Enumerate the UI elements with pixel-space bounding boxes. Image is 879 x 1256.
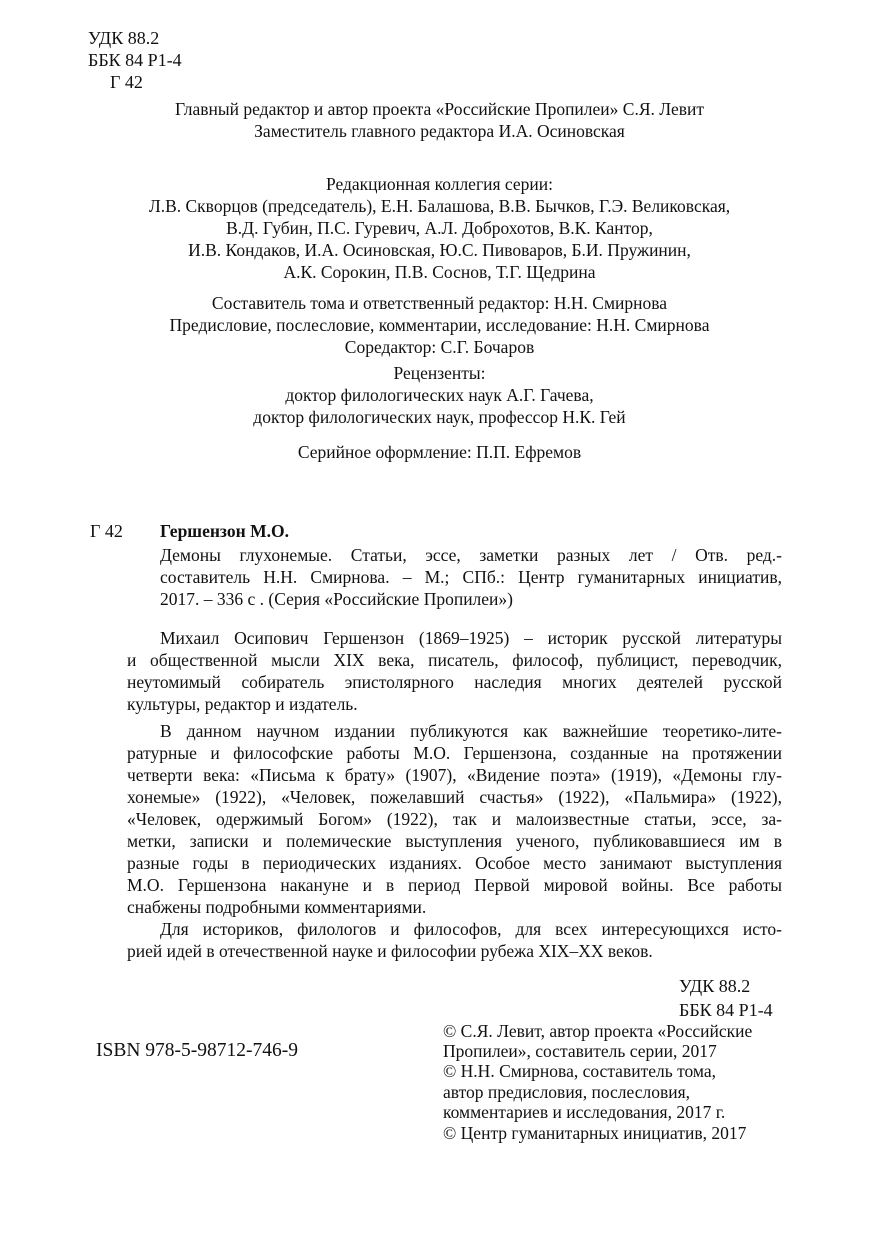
board-title: Редакционная коллегия серии: <box>325 174 554 194</box>
abstract-line: М.О. Гершензона накануне и в период Первой мировой войны. Все работы <box>127 875 782 895</box>
isbn: ISBN 978-5-98712-746-9 <box>96 1040 299 1061</box>
abstract-line: метки, записки и полемические выступления ученого, публиковавшиеся им в <box>127 831 782 851</box>
udk-code-top: УДК 88.2 <box>88 28 160 48</box>
abstract-line: Михаил Осипович Гершензон (1869–1925) – историк русской литературы <box>160 628 782 648</box>
abstract-line: четверти века: «Письма к брату» (1907), «Видение поэта» (1919), «Демоны глу- <box>127 765 782 785</box>
series-design: Серийное оформление: П.П. Ефремов <box>297 442 582 462</box>
copyright-line: комментариев и исследования, 2017 г. <box>443 1102 726 1122</box>
abstract-line: неутомимый собиратель эпистолярного наследия многих деятелей русской <box>127 672 782 692</box>
copyright-line: © Н.Н. Смирнова, составитель тома, <box>443 1061 717 1081</box>
copyright-line: автор предисловия, послесловия, <box>443 1082 691 1102</box>
copyright-line: © Центр гуманитарных инициатив, 2017 <box>443 1123 747 1143</box>
deputy-editor: Заместитель главного редактора И.А. Осиновская <box>254 121 625 141</box>
abstract-line: ратурные и философские работы М.О. Гершензона, созданные на протяжении <box>127 743 782 763</box>
biblio-author: Гершензон М.О. <box>160 521 289 541</box>
board-line: И.В. Кондаков, И.А. Осиновская, Ю.С. Пивоваров, Б.И. Пружинин, <box>188 240 691 260</box>
abstract-line: культуры, редактор и издатель. <box>127 694 358 714</box>
abstract-line: и общественной мысли XIX века, писатель, философ, публицист, переводчик, <box>127 650 782 670</box>
abstract-line: В данном научном издании публикуются как важнейшие теоретико-лите- <box>160 721 782 741</box>
reviewers-title: Рецензенты: <box>393 363 486 383</box>
board-line: А.К. Сорокин, П.В. Соснов, Т.Г. Щедрина <box>283 262 596 282</box>
udk-code-bottom: УДК 88.2 <box>679 976 751 996</box>
copyright-line: Пропилеи», составитель серии, 2017 <box>443 1041 717 1061</box>
author-mark: Г 42 <box>90 521 123 541</box>
abstract-line: разные годы в периодических изданиях. Особое место занимают выступления <box>127 853 782 873</box>
copyright-line: © С.Я. Левит, автор проекта «Российские <box>443 1021 753 1041</box>
preface-author: Предисловие, послесловие, комментарии, исследование: Н.Н. Смирнова <box>169 315 710 335</box>
editor-in-chief: Главный редактор и автор проекта «Российские Пропилеи» С.Я. Левит <box>174 99 705 119</box>
author-mark-top: Г 42 <box>110 72 143 92</box>
biblio-line: составитель Н.Н. Смирнова. – М.; СПб.: Центр гуманитарных инициатив, <box>160 567 782 587</box>
volume-compiler: Составитель тома и ответственный редактор: Н.Н. Смирнова <box>211 293 668 313</box>
co-editor: Соредактор: С.Г. Бочаров <box>344 337 535 357</box>
abstract-line: Для историков, филологов и философов, для всех интересующихся исто- <box>160 919 782 939</box>
biblio-line: Демоны глухонемые. Статьи, эссе, заметки разных лет / Отв. ред.- <box>160 545 782 565</box>
board-line: В.Д. Губин, П.С. Гуревич, А.Л. Доброхотов, В.К. Кантор, <box>226 218 653 238</box>
bbk-code-bottom: ББК 84 Р1-4 <box>679 1000 773 1020</box>
abstract-line: хонемые» (1922), «Человек, пожелавший счастья» (1922), «Пальмира» (1922), <box>127 787 782 807</box>
board-line: Л.В. Скворцов (председатель), Е.Н. Балашова, В.В. Бычков, Г.Э. Великовская, <box>148 196 731 216</box>
biblio-line: 2017. – 336 с . (Серия «Российские Пропилеи») <box>160 589 513 609</box>
reviewer-line: доктор филологических наук, профессор Н.К. Гей <box>253 407 626 427</box>
abstract-line: снабжены подробными комментариями. <box>127 897 427 917</box>
abstract-line: «Человек, одержимый Богом» (1922), так и малоизвестные статьи, эссе, за- <box>127 809 782 829</box>
reviewer-line: доктор филологических наук А.Г. Гачева, <box>285 385 594 405</box>
abstract-line: рией идей в отечественной науке и философии рубежа XIX–XX веков. <box>127 941 653 961</box>
bbk-code-top: ББК 84 Р1-4 <box>88 50 182 70</box>
